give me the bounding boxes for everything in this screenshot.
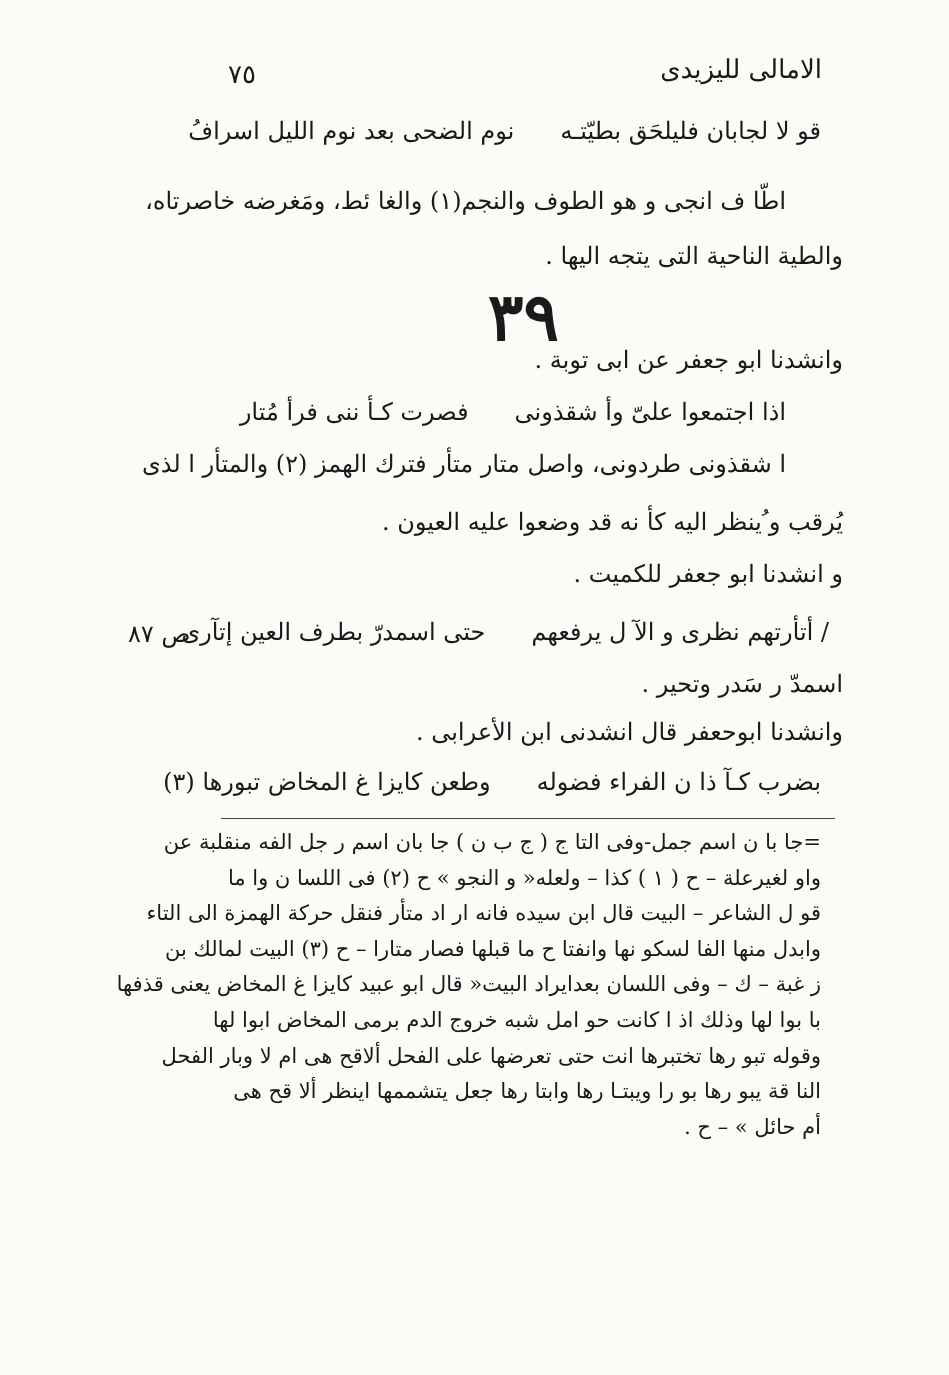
footnote-line: أم حائل » – ح . bbox=[684, 1114, 821, 1139]
text-line: والطية الناحية التى يتجه اليها . bbox=[545, 242, 843, 270]
verse-line bbox=[240, 398, 786, 426]
footnote-line: النا قة يبو رها بو را ويبتـا رها وابتا رها جعل يتشممها اينظر ألا قح هى bbox=[233, 1079, 821, 1104]
text-line: ا شقذونى طردونى، واصل متار متأر فترك الهمز (٢) والمتأر ا لذى bbox=[141, 450, 786, 478]
footnotes bbox=[116, 825, 821, 1145]
verse-hemistich: اذا اجتمعوا علىّ وأ شقذونى bbox=[514, 398, 786, 426]
verse-hemistich: فصرت كـأ ننى فرأ مُتار bbox=[239, 398, 469, 426]
footnote-line: قو ل الشاعر – البيت قال ابن سيده فانه ار اد متأر فنقل حركة الهمزة الى التاء bbox=[146, 901, 821, 926]
verse-hemistich: نوم الضحى بعد نوم الليل اسرافُ bbox=[188, 117, 515, 145]
verse-hemistich: بضرب كـآ ذا ن الفراء فضوله bbox=[536, 768, 821, 796]
running-head-title: الامالى لليزيدى bbox=[660, 55, 822, 85]
section-number: ٣٩ bbox=[488, 278, 559, 356]
footnote-line: با بوا لها وذلك اذ ا كانت حو امل شبه خروج الدم برمى المخاض ابوا لها bbox=[212, 1007, 821, 1032]
page-number: ٧٥ bbox=[228, 60, 256, 90]
verse-hemistich: قو لا لجابان فليلحَق بطيّتـه bbox=[560, 117, 821, 145]
text-line: وانشدنا ابوحعفر قال انشدنى ابن الأعرابى . bbox=[415, 718, 843, 746]
verse-line bbox=[163, 768, 821, 796]
verse-line bbox=[181, 618, 829, 646]
margin-reference: ص ٨٧ bbox=[128, 620, 191, 648]
footnote-line: واو لغيرعلة – ح ( ١ ) كذا – ولعله« و النجو » ح (٢) فى اللسا ن وا ما bbox=[227, 865, 821, 890]
footnote-divider bbox=[221, 818, 835, 819]
footnote-line: وقوله تبو رها تختبرها انت حتى تعرضها على الفحل ألاقح هى ام لا وبار الفحل bbox=[161, 1043, 821, 1068]
text-line: اسمدّ ر سَدر وتحير . bbox=[641, 670, 843, 698]
footnote-line: =جا با ن اسم جمل-وفى التا ج ( ج ب ن ) جا بان اسم ر جل الفه منقلبة عن bbox=[163, 830, 821, 854]
text-line: اطّا ف انجى و هو الطوف والنجم(١) والغا ئط، ومَغرضه خاصرتاه، bbox=[145, 187, 786, 215]
text-line: يُرقب و ُينظر اليه كأ نه قد وضعوا عليه العيون . bbox=[382, 508, 843, 536]
verse-hemistich: وطعن كايزا غ المخاض تبورها (٣) bbox=[163, 768, 491, 796]
footnote-line: وابدل منها الفا لسكو نها وانفتا ح ما قبلها فصار متارا – ح (٣) البيت لمالك بن bbox=[165, 936, 821, 961]
verse-hemistich: / أتأرتهم نظرى و الآ ل يرفعهم bbox=[531, 618, 829, 646]
verse-hemistich: حتى اسمدرّ بطرف العين إتآرى bbox=[181, 618, 486, 646]
text-line: و انشدنا ابو جعفر للكميت . bbox=[573, 560, 843, 588]
text-line: وانشدنا ابو جعفر عن ابى توبة . bbox=[534, 346, 843, 374]
footnote-line: ز غبة – ك – وفى اللسان بعدايراد البيت« قال ابو عبيد كايزا غ المخاض يعنى قذفها bbox=[116, 972, 821, 997]
verse-line bbox=[188, 117, 821, 145]
